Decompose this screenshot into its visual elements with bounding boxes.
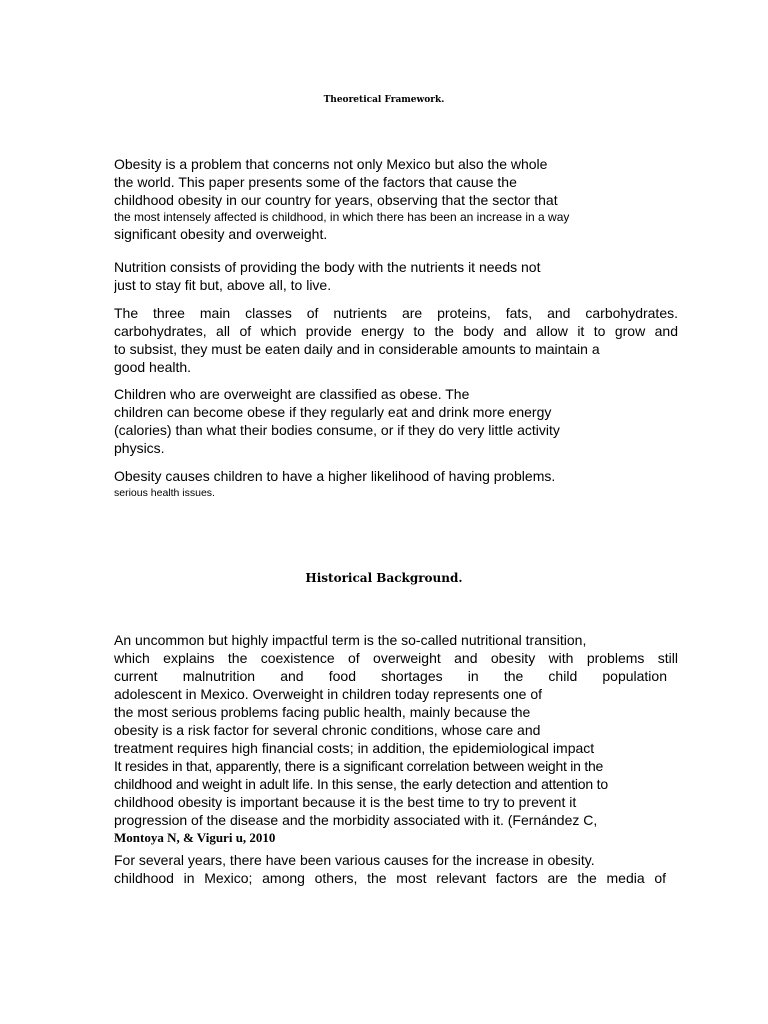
text-line: For several years, there have been various causes for the increase in obesity. [114, 852, 595, 868]
text-line: childhood obesity in our country for years, observing that the sector that [114, 192, 558, 208]
text-line: Obesity is a problem that concerns not only Mexico but also the whole [114, 156, 548, 172]
paragraph [114, 385, 678, 457]
text-line: carbohydrates, all of which provide energy to the body and allow it to grow and [114, 323, 678, 339]
text-line: The three main classes of nutrients are proteins, fats, and carbohydrates. [114, 305, 678, 321]
text-line: Obesity causes children to have a higher likelihood of having problems. [114, 468, 556, 484]
text-line: current malnutrition and food shortages in the child population [114, 668, 667, 684]
text-line: significant obesity and overweight. [114, 226, 328, 242]
text-line: just to stay fit but, above all, to live. [114, 277, 332, 293]
paragraph [114, 155, 678, 243]
paragraph [114, 258, 678, 294]
section-title-historical-background: Historical Background. [305, 571, 463, 585]
paragraph [114, 851, 678, 887]
paragraph [114, 467, 678, 501]
text-line: (calories) than what their bodies consume, or if they do very little activity [114, 422, 560, 438]
text-line: children can become obese if they regularly eat and drink more energy [114, 404, 552, 420]
text-line: physics. [114, 440, 165, 456]
text-line: It resides in that, apparently, there is a significant correlation between weight in the [114, 758, 604, 774]
text-line: childhood obesity is important because it is the best time to try to prevent it [114, 794, 577, 810]
text-line: progression of the disease and the morbidity associated with it. (Fernández C, [114, 812, 598, 828]
text-line: childhood in Mexico; among others, the most relevant factors are the media of [114, 870, 666, 886]
citation-line: Montoya N, & Viguri u, 2010 [114, 830, 276, 845]
text-line: which explains the coexistence of overweight and obesity with problems still [114, 650, 678, 666]
text-line: Nutrition consists of providing the body with the nutrients it needs not [114, 259, 541, 275]
text-line: the most serious problems facing public health, mainly because the [114, 704, 531, 720]
text-line: childhood and weight in adult life. In this sense, the early detection and attention to [114, 776, 608, 792]
text-line: treatment requires high financial costs; in addition, the epidemiological impact [114, 740, 595, 756]
text-line: Children who are overweight are classified as obese. The [114, 386, 470, 402]
text-line: serious health issues. [114, 487, 215, 499]
paragraph [114, 631, 678, 847]
text-line: adolescent in Mexico. Overweight in children today represents one of [114, 686, 543, 702]
text-line: to subsist, they must be eaten daily and in considerable amounts to maintain a [114, 341, 600, 357]
section-title-theoretical-framework: Theoretical Framework. [323, 95, 445, 105]
text-line: the most intensely affected is childhood, in which there has been an increase in a way [114, 210, 570, 224]
text-line: An uncommon but highly impactful term is the so-called nutritional transition, [114, 632, 587, 648]
text-line: the world. This paper presents some of the factors that cause the [114, 174, 517, 190]
text-line: good health. [114, 359, 192, 375]
text-line: obesity is a risk factor for several chronic conditions, whose care and [114, 722, 541, 738]
paragraph [114, 304, 678, 376]
